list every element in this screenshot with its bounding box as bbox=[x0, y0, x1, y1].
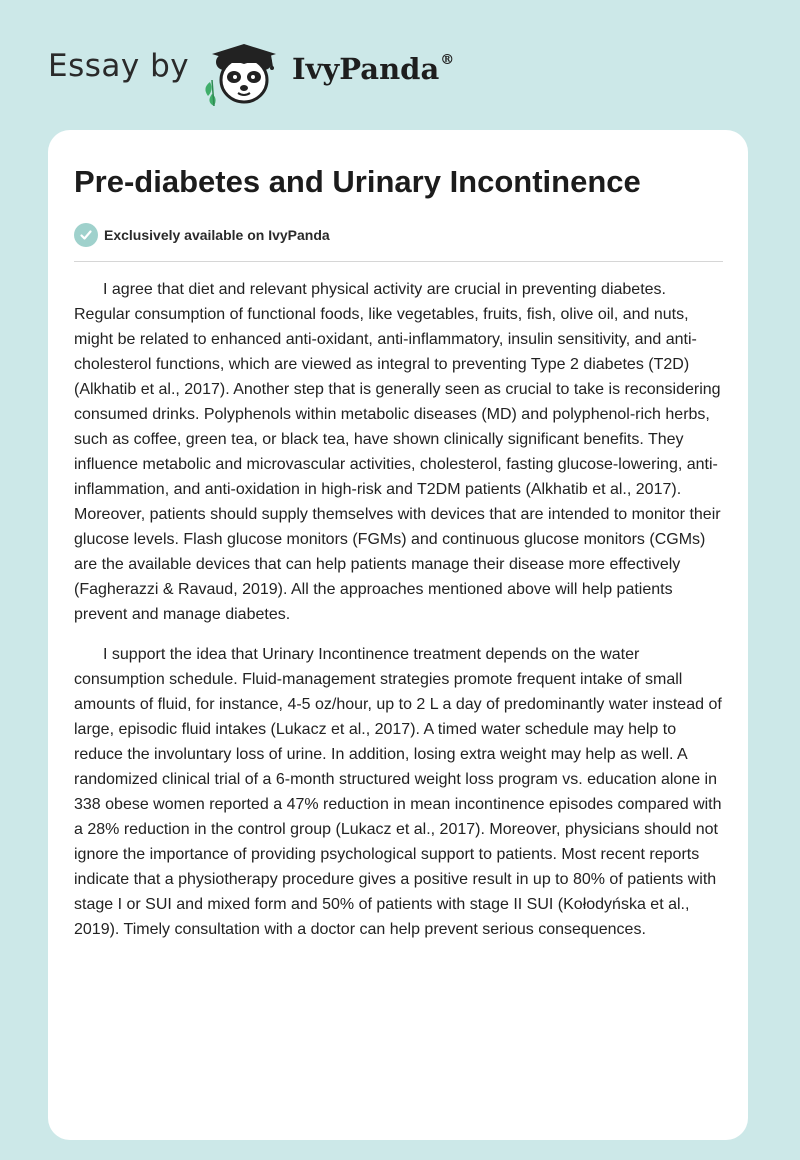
title-divider bbox=[74, 261, 723, 262]
exclusive-badge-text: Exclusively available on IvyPanda bbox=[104, 227, 330, 243]
article-body bbox=[74, 277, 724, 957]
paragraph: I support the idea that Urinary Incontinence treatment depends on the water consumption schedule. Fluid-management strategies promote frequent intake of small amounts of fluid, for instance, 4-5 oz/hour, up to 2 L a day of predominantly water instead of large, episodic fluid intakes (Lukacz et al., 2017). A timed water schedule may help to reduce the involuntary loss of urine. In addition, losing extra weight may help as well. A randomized clinical trial of a 6-month structured weight loss program vs. education alone in 338 obese women reported a 47% reduction in mean incontinence episodes compared with a 28% reduction in the control group (Lukacz et al., 2017). Moreover, physicians should not ignore the importance of providing psychological support to patients. Most recent reports indicate that a physiotherapy procedure gives a positive result in up to 80% of patients with stage I or SUI and mixed form and 50% of patients with stage II SUI (Kołodyńska et al., 2019). Timely consultation with a doctor can help prevent serious consequences. bbox=[74, 646, 722, 938]
exclusive-badge bbox=[74, 222, 330, 248]
paragraph: I agree that diet and relevant physical activity are crucial in preventing diabetes. Regular consumption of functional foods, like vegetables, fruits, fish, olive oil, and nuts, might be related to enhanced anti-oxidant, anti-inflammatory, insulin sensitivity, and anti-cholesterol functions, which are viewed as integral to preventing Type 2 diabetes (T2D) (Alkhatib et al., 2017). Another step that is generally seen as crucial to take is reconsidering consumed drinks. Polyphenols within metabolic diseases (MD) and polyphenol-rich herbs, such as coffee, green tea, or black tea, have shown clinically significant benefits. They influence metabolic and microvascular activities, cholesterol, fasting glucose-lowering, anti-inflammation, and anti-oxidation in high-risk and T2DM patients (Alkhatib et al., 2017). Moreover, patients should supply themselves with devices that are intended to monitor their glucose levels. Flash glucose monitors (FGMs) and continuous glucose monitors (CGMs) are the available devices that can help patients manage their disease more effectively (Fagherazzi & Ravaud, 2019). All the approaches mentioned above will help patients prevent and manage diabetes. bbox=[74, 281, 721, 623]
essay-by-label: Essay by bbox=[48, 48, 190, 84]
brand-label: IvyPanda bbox=[292, 52, 440, 86]
site-header bbox=[0, 0, 800, 130]
panda-graduation-cap-logo[interactable] bbox=[198, 36, 288, 108]
article-card bbox=[48, 130, 748, 1140]
check-icon bbox=[74, 223, 98, 247]
trademark-symbol: ® bbox=[440, 52, 455, 69]
brand-name[interactable] bbox=[292, 52, 454, 86]
page-title: Pre-diabetes and Urinary Incontinence bbox=[74, 164, 641, 199]
